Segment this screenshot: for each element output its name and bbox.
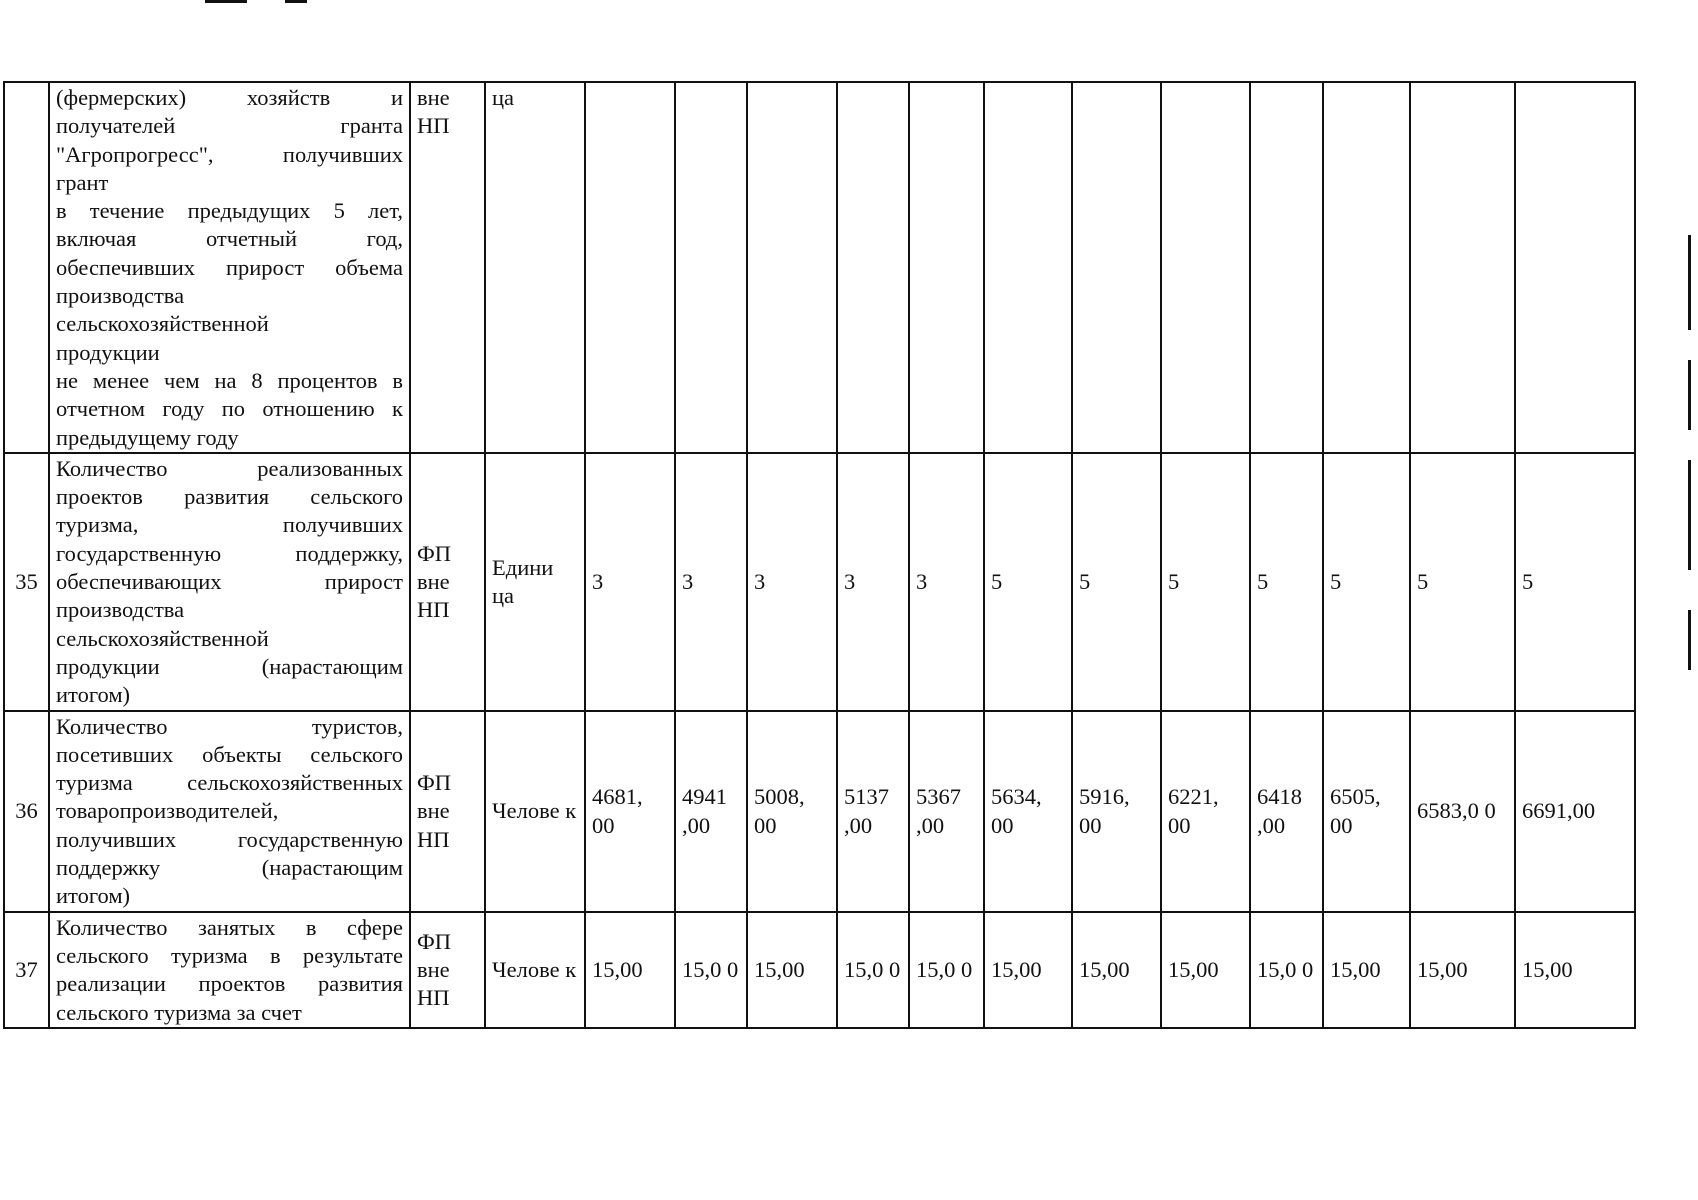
year-value: 15,0 0 [675,912,747,1028]
scan-artifact-top-2 [285,0,307,3]
indicator-name-line: Количество реализованных [56,455,403,481]
indicator-name-line: продукции (нарастающим [56,653,403,679]
indicator-name-line: туризма сельскохозяйственных [56,770,403,796]
scan-artifact-top-1 [205,0,247,3]
indicator-name-line: сельскохозяйственной [56,625,269,651]
indicator-name-line: итогом) [56,682,131,708]
indicator-name-line: Количество туристов, [56,713,403,739]
year-value: 6418 ,00 [1250,711,1323,912]
indicator-name [49,711,410,912]
year-value: 15,00 [1410,912,1515,1028]
year-value [1410,82,1515,453]
table-row [4,453,1635,711]
scan-artifact-right-2 [1688,360,1691,430]
year-value: 5916, 00 [1072,711,1161,912]
unit-of-measure: Едини ца [485,453,585,711]
year-value: 5367 ,00 [909,711,984,912]
row-number: 37 [4,912,49,1028]
indicator-name-line: товаропроизводителей, [56,798,279,824]
year-value: 5 [1161,453,1250,711]
year-value [747,82,837,453]
year-value: 5 [1250,453,1323,711]
table-body [4,82,1635,1028]
year-value: 5 [984,453,1072,711]
indicator-name-line: поддержку (нарастающим [56,855,403,881]
indicator-name-line: грант [56,169,109,195]
year-value: 5137 ,00 [837,711,909,912]
indicator-name-line: производства [56,597,185,623]
year-value [1161,82,1250,453]
year-value: 5 [1515,453,1635,711]
year-value [1072,82,1161,453]
indicator-name-line: получателей гранта [56,113,403,139]
unit-of-measure: ца [485,82,585,453]
indicator-name-line: посетивших объекты сельского [56,741,403,767]
indicator-name [49,912,410,1028]
row-number: 36 [4,711,49,912]
year-value: 5 [1072,453,1161,711]
year-value: 5 [1323,453,1410,711]
scan-artifact-right-4 [1688,610,1691,670]
indicator-name-line: итогом) [56,883,131,909]
year-value [984,82,1072,453]
year-value: 15,0 0 [909,912,984,1028]
year-value: 3 [747,453,837,711]
year-value: 15,00 [1323,912,1410,1028]
indicator-name-line: сельского туризма за счет [56,999,302,1025]
year-value: 3 [837,453,909,711]
year-value [1515,82,1635,453]
year-value: 15,00 [1161,912,1250,1028]
indicator-name-line: продукции [56,339,160,365]
scan-artifact-right-1 [1688,235,1691,330]
indicator-name-line: туризма, получивших [56,512,403,538]
indicator-name-line: получивших государственную [56,826,403,852]
indicator-name [49,82,410,453]
year-value [585,82,675,453]
indicator-name-line: не менее чем на 8 процентов в [56,367,403,393]
year-value: 6691,00 [1515,711,1635,912]
indicator-name-line: проектов развития сельского [56,484,403,510]
year-value [837,82,909,453]
year-value: 15,00 [984,912,1072,1028]
table-row [4,912,1635,1028]
year-value: 15,00 [1072,912,1161,1028]
year-value: 15,00 [1515,912,1635,1028]
indicator-name-line: "Агропрогресс", получивших [56,141,403,167]
indicator-name-line: предыдущему году [56,424,239,450]
year-value: 4941 ,00 [675,711,747,912]
year-value: 6583,0 0 [1410,711,1515,912]
indicator-name-line: (фермерских) хозяйств и [56,85,403,110]
indicator-name [49,453,410,711]
funding-source: вне НП [410,82,485,453]
year-value: 5008, 00 [747,711,837,912]
row-number: 35 [4,453,49,711]
indicators-table [3,81,1636,1029]
year-value: 3 [675,453,747,711]
year-value: 5634, 00 [984,711,1072,912]
year-value [675,82,747,453]
year-value: 5 [1410,453,1515,711]
indicator-name-line: обеспечивающих прирост [56,569,403,595]
indicator-name-line: сельскохозяйственной [56,311,269,337]
unit-of-measure: Челове к [485,912,585,1028]
scan-artifact-right-3 [1688,460,1691,570]
year-value [909,82,984,453]
indicator-name-line: сельского туризма в результате [56,942,403,968]
funding-source: ФП вне НП [410,453,485,711]
indicator-name-line: Количество занятых в сфере [56,914,403,940]
year-value: 15,0 0 [1250,912,1323,1028]
table-row [4,82,1635,453]
indicator-name-line: обеспечивших прирост объема [56,254,403,280]
funding-source: ФП вне НП [410,912,485,1028]
year-value: 15,0 0 [837,912,909,1028]
indicator-name-line: включая отчетный год, [56,226,403,252]
indicator-name-line: отчетном году по отношению к [56,396,403,422]
year-value: 15,00 [585,912,675,1028]
indicator-name-line: производства [56,283,185,309]
row-number [4,82,49,453]
year-value [1323,82,1410,453]
year-value: 3 [585,453,675,711]
funding-source: ФП вне НП [410,711,485,912]
year-value: 15,00 [747,912,837,1028]
table-row [4,711,1635,912]
year-value [1250,82,1323,453]
year-value: 4681, 00 [585,711,675,912]
indicator-name-line: государственную поддержку, [56,540,403,566]
year-value: 6221, 00 [1161,711,1250,912]
unit-of-measure: Челове к [485,711,585,912]
indicator-name-line: в течение предыдущих 5 лет, [56,198,403,224]
year-value: 6505, 00 [1323,711,1410,912]
indicator-name-line: реализации проектов развития [56,971,403,997]
year-value: 3 [909,453,984,711]
